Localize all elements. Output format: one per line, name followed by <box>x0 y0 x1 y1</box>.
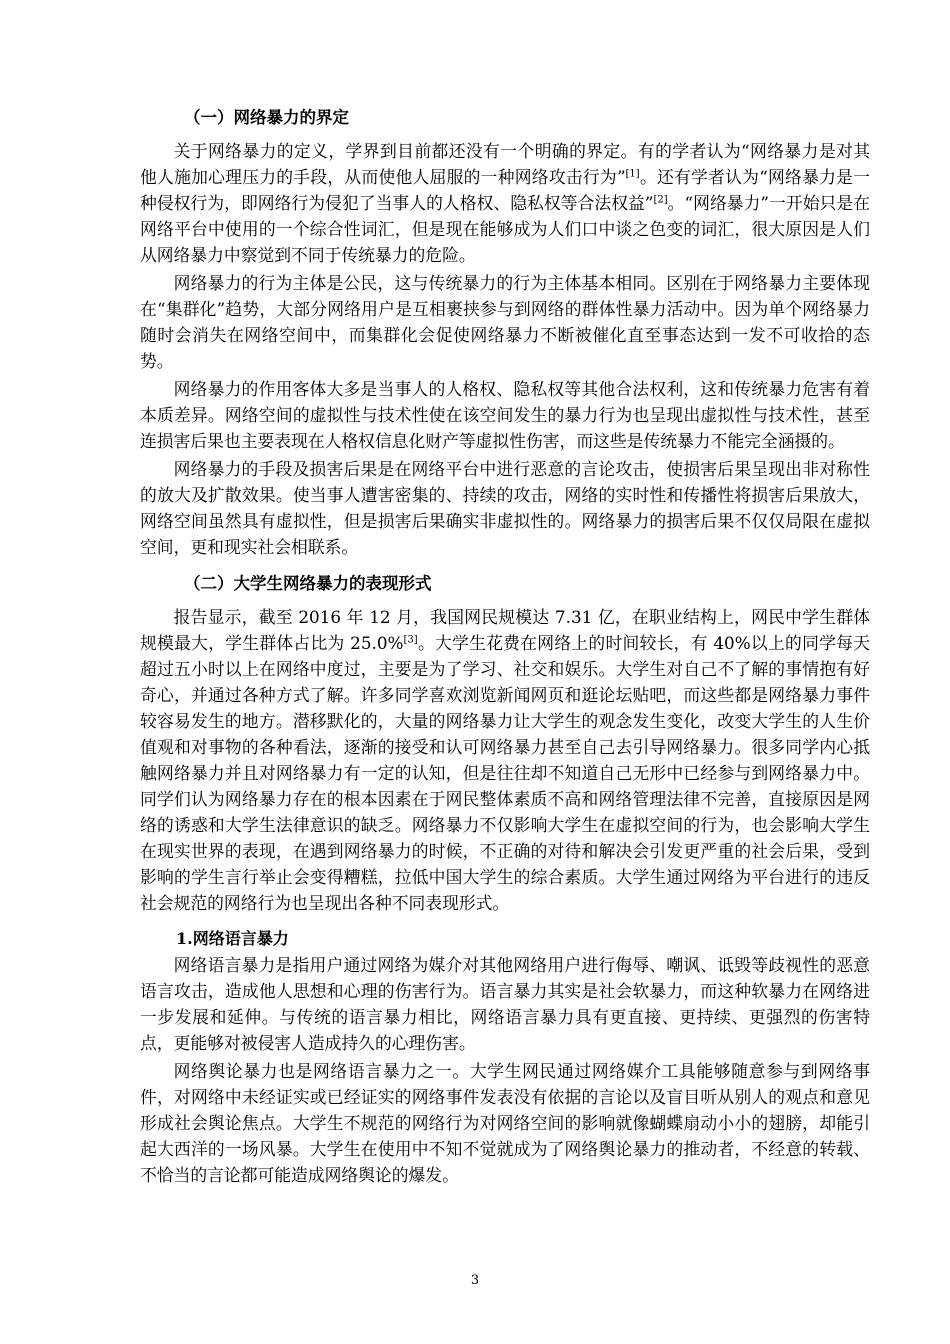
subsection-heading-verbal-violence: 1.网络语言暴力 <box>176 929 289 948</box>
paragraph-verbal-violence: 网络语言暴力是指用户通过网络为媒介对其他网络用户进行侮辱、嘲讽、诋毁等歧视性的恶意语言攻击，造成他人思想和心理的伤害行为。语言暴力其实是社会软暴力，而这种软暴力在网络进一步发展和延伸。与传统的语言暴力相比，网络语言暴力具有更直接、更持续、更强烈的伤害特点，更能够对被侵害人造成持久的心理伤害。 <box>140 955 870 1053</box>
section-heading-forms: （二）大学生网络暴力的表现形式 <box>184 574 432 593</box>
paragraph-means: 网络暴力的手段及损害后果是在网络平台中进行恶意的言论攻击，使损害后果呈现出非对称性的放大及扩散效果。使当事人遭害密集的、持续的攻击，网络的实时性和传播性将损害后果放大，网络空间虽然具有虚拟性，但是损害后果确实非虚拟性的。网络暴力的损害后果不仅仅局限在虚拟空间，更和现实社会相联系。 <box>140 459 870 557</box>
text-run: 。还有学者认为“网络暴力是一种侵权行为，即网络行为侵犯了当事人的人格权、隐私权等合法权益” <box>140 167 870 213</box>
paragraph-report <box>140 604 870 916</box>
spacer <box>140 562 870 570</box>
page-number: 3 <box>470 1273 480 1288</box>
paragraph-object: 网络暴力的作用客体大多是当事人的人格权、隐私权等其他合法权利，这和传统暴力危害有着本质差异。网络空间的虚拟性与技术性使在该空间发生的暴力行为也呈现出虚拟性与技术性，甚至连损害后果也主要表现在人格权信息化财产等虚拟性伤害，而这些是传统暴力不能完全涵摄的。 <box>140 379 870 451</box>
citation-ref-1: [1] <box>625 168 640 180</box>
text-run: 。大学生花费在网络上的时间较长，有 40%以上的同学每天超过五小时以上在网络中度过，主要是为了学习、社交和娱乐。大学生对自己不了解的事情抱有好奇心，并通过各种方式了解。许多同学喜欢浏览新闻网页和逛论坛贴吧，而这些都是网络暴力事件较容易发生的地方。潜移默化的，大量的网络暴力让大学生的观念发生变化，改变大学生的人生价值观和对事物的各种看法，逐渐的接受和认可网络暴力甚至自己去引导网络暴力。很多同学内心抵触网络暴力并且对网络暴力有一定的认知，但是往往却不知道自己无形中已经参与到网络暴力中。同学们认为网络暴力存在的根本因素在于网民整体素质不高和网络管理法律不完善，直接原因是网络的诱惑和大学生法律意识的缺乏。网络暴力不仅影响大学生在虚拟空间的行为，也会影响大学生在现实世界的表现，在遇到网络暴力的时候，不正确的对待和解决会引发更严重的社会后果，受到影响的学生言行举止会变得糟糕，拉低中国大学生的综合素质。大学生通过网络为平台进行的违反社会规范的网络行为也呈现出各种不同表现形式。 <box>140 633 870 913</box>
paragraph-definition <box>140 138 870 268</box>
text-run: 。“网络暴力”一开始只是在网络平台中使用的一个综合性词汇，但是现在能够成为人们口中谈之色变的词汇，很大原因是人们从网络暴力中察觉到不同于传统暴力的危险。 <box>140 193 870 265</box>
text-run: 报告显示，截至 2016 年 12 月，我国网民规模达 7.31 亿，在职业结构上，网民中学生群体规模最大，学生群体占比为 25.0% <box>140 607 870 653</box>
text-run: 关于网络暴力的定义，学界到目前都还没有一个明确的界定。有的学者认为“网络暴力是对其他人施加心理压力的手段，从而使他人屈服的一种网络攻击行为” <box>140 141 870 187</box>
section-heading-definition: （一）网络暴力的界定 <box>184 108 349 127</box>
citation-ref-2: [2] <box>653 194 668 206</box>
paragraph-subject: 网络暴力的行为主体是公民，这与传统暴力的行为主体基本相同。区别在于网络暴力主要体现在“集群化”趋势，大部分网络用户是互相裹挟参与到网络的群体性暴力活动中。因为单个网络暴力随时会消失在网络空间中，而集群化会促使网络暴力不断被催化直至事态达到一发不可收拾的态势。 <box>140 273 870 371</box>
spacer <box>140 918 870 926</box>
paragraph-opinion-violence: 网络舆论暴力也是网络语言暴力之一。大学生网民通过网络媒介工具能够随意参与到网络事件，对网络中未经证实或已经证实的网络事件发表没有依据的言论以及盲目听从别人的观点和意见形成社会舆论焦点。大学生不规范的网络行为对网络空间的影响就像蝴蝶扇动小小的翅膀，却能引起大西洋的一场风暴。大学生在使用中不知不觉就成为了网络舆论暴力的推动者，不经意的转载、不恰当的言论都可能造成网络舆论的爆发。 <box>140 1061 870 1185</box>
citation-ref-3: [3] <box>403 634 418 646</box>
page-content <box>140 104 870 1190</box>
